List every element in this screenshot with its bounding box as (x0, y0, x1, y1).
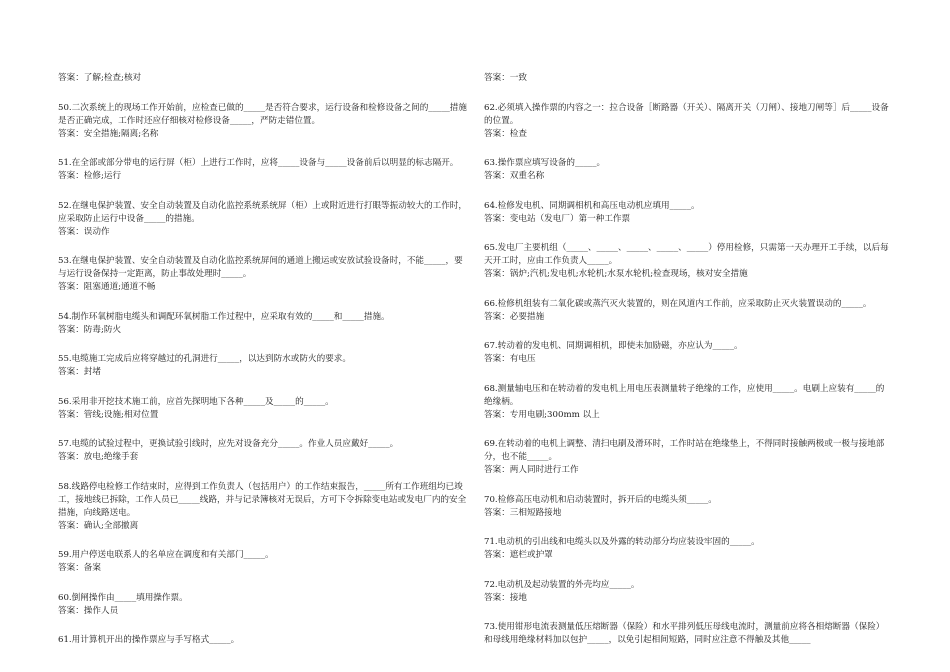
answer-text: 答案：三相短路接地 (484, 507, 562, 518)
item-spacer (58, 294, 468, 311)
answer-text: 答案：备案 (58, 563, 101, 573)
question-item (484, 242, 892, 281)
item-spacer (58, 141, 468, 158)
item-spacer (58, 575, 468, 592)
answer-text: 答案：误动作 (58, 226, 110, 237)
question-item (484, 621, 892, 647)
answer-text: 答案：管线;设施;相对位置 (58, 409, 159, 420)
question-text: 55.电缆施工完成后应将穿越过的孔洞进行_____，以达到防水或防火的要求。 (58, 354, 351, 364)
question-text: 56.采用非开挖技术施工前，应首先探明地下各种_____及_____的_____。 (58, 396, 334, 407)
question-text: 54.制作环氧树脂电缆头和调配环氧树脂工作过程中，应采取有效的_____和_____措施。 (58, 311, 390, 322)
answer-text: 答案：专用电刷;300mm 以上 (484, 409, 600, 420)
question-text: 64.检修发电机、同期调相机和高压电动机应填用_____。 (484, 200, 700, 211)
question-item (58, 396, 468, 422)
answer-text: 答案：有电压 (484, 354, 536, 364)
question-item (484, 200, 892, 226)
question-item (58, 72, 468, 85)
question-text: 68.测量轴电压和在转动着的发电机上用电压表测量转子绝缘的工作，应使用_____。电刷上应装有_____的绝缘柄。 (484, 383, 885, 407)
question-text: 65.发电厂主要机组（_____、_____、_____、_____、_____）停用检修，只需第一天办理开工手续，以后每天开工时，应由工作负责人_____。 (484, 243, 889, 266)
question-item (484, 536, 892, 562)
answer-text: 答案：接地 (484, 592, 527, 603)
question-text: 50.二次系统上的现场工作开始前，应检查已做的_____是否符合要求，运行设备和检修设备之间的_____措施是否正确完成，工作时还应仔细核对检修设备_____，严防走错位置。 (58, 102, 467, 126)
item-spacer (484, 477, 892, 494)
question-text: 63.操作票应填写设备的_____。 (484, 158, 606, 168)
item-spacer (58, 422, 468, 439)
item-spacer (484, 324, 892, 341)
item-spacer (484, 366, 892, 383)
item-spacer (484, 183, 892, 200)
question-item (58, 592, 468, 618)
item-spacer (58, 464, 468, 481)
answer-text: 答案：阻塞通道;通道不畅 (58, 282, 156, 292)
item-spacer (58, 379, 468, 396)
question-item (58, 481, 468, 533)
item-spacer (484, 226, 892, 243)
answer-text: 答案：放电;绝缘手套 (58, 452, 139, 462)
item-spacer (484, 85, 892, 102)
answer-text: 答案：双重名称 (484, 171, 545, 181)
question-text: 61.用计算机开出的操作票应与手写格式_____。 (58, 635, 240, 645)
answer-text: 答案：检查 (484, 128, 527, 139)
question-text: 53.在继电保护装置、安全自动装置及自动化监控系统屏间的通道上搬运或安放试验设备时，不能_____，要与运行设备保持一定距离，防止事故处理时_____。 (58, 256, 463, 279)
left-column (58, 72, 468, 647)
question-item (484, 494, 892, 520)
item-spacer (58, 183, 468, 200)
item-spacer (58, 337, 468, 354)
question-item (484, 340, 892, 366)
answer-text: 答案：两人同时进行工作 (484, 465, 579, 475)
question-text: 58.线路停电检修工作结束时，应得到工作负责人（包括用户）的工作结束报告，_____所有工作班组均已竣工，接地线已拆除，工作人员已_____线路，并与记录簿核对无误后，方可下令拆除变电站或发电厂内的安全措施，向线路送电。 (58, 481, 467, 518)
answer-text: 答案：安全措施;隔离;名称 (58, 128, 159, 139)
question-item (484, 157, 892, 183)
question-text: 51.在全部或部分带电的运行屏（柜）上进行工作时，应将_____设备与_____设备前后以明显的标志隔开。 (58, 158, 459, 168)
item-spacer (484, 562, 892, 579)
question-text: 62.必须填入操作票的内容之一：拉合设备［断路器（开关）、隔离开关（刀闸）、接地刀闸等］后_____设备的位置。 (484, 102, 889, 126)
question-text: 73.使用钳形电流表测量低压熔断器（保险）和水平排列低压母线电流时，测量前应将各相熔断器（保险）和母线用绝缘材料加以包护_____，以免引起相间短路，同时应注意不得触及其他_____ (484, 622, 885, 645)
question-item (484, 579, 892, 605)
question-item (58, 157, 468, 183)
question-item (484, 298, 892, 324)
item-spacer (484, 605, 892, 622)
question-text: 66.检修机组装有二氧化碳或蒸汽灭火装置的，则在风道内工作前，应采取防止灭火装置误动的_____。 (484, 298, 872, 309)
question-item (58, 353, 468, 379)
question-item (484, 438, 892, 477)
answer-text: 答案：确认;全部撤离 (58, 520, 139, 531)
item-spacer (58, 618, 468, 635)
question-text: 57.电缆的试验过程中，更换试验引线时，应先对设备充分_____。作业人员应戴好_____。 (58, 439, 399, 449)
item-spacer (484, 520, 892, 537)
question-item (484, 102, 892, 141)
question-text: 69.在转动着的电机上调整、清扫电刷及滑环时，工作时站在绝缘垫上，不得同时接触两极或一极与接地部分，也不能_____。 (484, 439, 885, 462)
answer-text: 答案：锅炉;汽机;发电机;水轮机;水泵水轮机;检查现场，核对安全措施 (484, 269, 748, 279)
question-text: 70.检修高压电动机和启动装置时，拆开后的电缆头须_____。 (484, 494, 717, 505)
question-item (484, 383, 892, 422)
answer-text: 答案：操作人员 (58, 605, 119, 616)
question-text: 67.转动着的发电机、同期调相机，即使未加励磁，亦应认为_____。 (484, 341, 743, 351)
question-item (58, 634, 468, 647)
question-item (58, 438, 468, 464)
question-item (484, 72, 892, 85)
answer-text: 答案：一致 (484, 73, 527, 83)
question-text: 60.倒闸操作由_____填用操作票。 (58, 592, 188, 603)
right-column (484, 72, 892, 647)
item-spacer (484, 422, 892, 439)
question-item (58, 200, 468, 239)
item-spacer (484, 281, 892, 298)
answer-text: 答案：必要措施 (484, 311, 545, 322)
answer-text: 答案：了解;检查;核对 (58, 73, 142, 83)
question-item (58, 311, 468, 337)
question-text: 52.在继电保护装置、安全自动装置及自动化监控系统系统屏（柜）上或附近进行打眼等振动较大的工作时，应采取防止运行中设备_____的措施。 (58, 200, 467, 224)
question-item (58, 549, 468, 575)
question-item (58, 102, 468, 141)
answer-text: 答案：遮栏或护罩 (484, 550, 553, 560)
question-item (58, 255, 468, 294)
question-text: 72.电动机及起动装置的外壳均应_____。 (484, 579, 640, 590)
answer-text: 答案：封堵 (58, 367, 101, 377)
item-spacer (484, 141, 892, 158)
item-spacer (58, 533, 468, 550)
question-text: 71.电动机的引出线和电缆头以及外露的转动部分均应装设牢固的_____。 (484, 537, 760, 547)
answer-text: 答案：检修;运行 (58, 171, 122, 181)
question-text: 59.用户停送电联系人的名单应在调度和有关部门_____。 (58, 550, 274, 560)
item-spacer (58, 239, 468, 256)
item-spacer (58, 85, 468, 102)
answer-text: 答案：防毒;防火 (58, 324, 122, 335)
answer-text: 答案：变电站（发电厂）第一种工作票 (484, 213, 631, 224)
